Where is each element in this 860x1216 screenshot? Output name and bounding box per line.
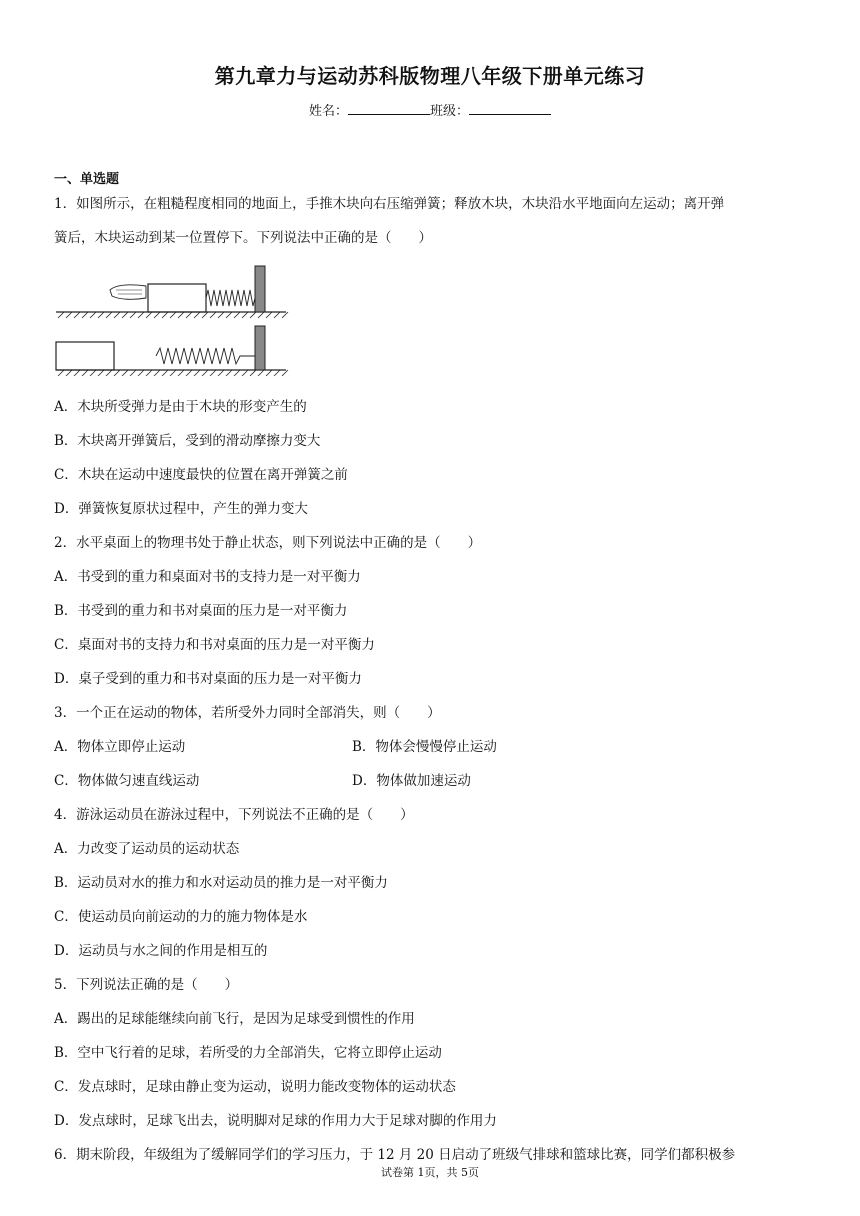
q5-option-b: B．空中飞行着的足球，若所受的力全部消失，它将立即停止运动: [54, 1045, 442, 1061]
q2-stem: 2．水平桌面上的物理书处于静止状态，则下列说法中正确的是（ ）: [54, 535, 482, 551]
q6-stem-line1: 6．期末阶段，年级组为了缓解同学们的学习压力，于 12 月 20 日启动了班级气排球和篮球比赛，同学们都积极参: [54, 1147, 736, 1163]
q1-stem-line2: 簧后，木块运动到某一位置停下。下列说法中正确的是（ ）: [54, 230, 432, 246]
class-blank: [469, 103, 551, 115]
q5-option-c: C．发点球时，足球由静止变为运动，说明力能改变物体的运动状态: [54, 1079, 456, 1095]
q3-option-a: A．物体立即停止运动: [54, 739, 186, 755]
q1-option-a: A．木块所受弹力是由于木块的形变产生的: [54, 399, 307, 415]
q4-option-c: C．使运动员向前运动的力的施力物体是水: [54, 909, 308, 925]
q1-option-b: B．木块离开弹簧后，受到的滑动摩擦力变大: [54, 433, 321, 449]
page-footer: 试卷第 1页，共 5页: [381, 1166, 479, 1179]
q4-stem: 4．游泳运动员在游泳过程中，下列说法不正确的是（ ）: [54, 807, 414, 823]
q5-stem: 5．下列说法正确的是（ ）: [54, 977, 239, 993]
q5-option-a: A．踢出的足球能继续向前飞行，是因为足球受到惯性的作用: [54, 1011, 415, 1027]
q3-stem: 3．一个正在运动的物体，若所受外力同时全部消失，则（ ）: [54, 705, 441, 721]
q4-option-b: B．运动员对水的推力和水对运动员的推力是一对平衡力: [54, 875, 388, 891]
q1-stem-line1: 1．如图所示，在粗糙程度相同的地面上，手推木块向右压缩弹簧；释放木块，木块沿水平地面向左运动；离开弹: [54, 196, 725, 212]
student-info-line: [0, 100, 860, 119]
section-heading: 一、单选题: [54, 172, 120, 187]
class-label: 班级：: [430, 104, 470, 119]
q4-option-d: D．运动员与水之间的作用是相互的: [54, 943, 268, 959]
q2-option-a: A．书受到的重力和桌面对书的支持力是一对平衡力: [54, 569, 361, 585]
q3-option-c: C．物体做匀速直线运动: [54, 773, 200, 789]
q1-option-d: D．弹簧恢复原状过程中，产生的弹力变大: [54, 501, 308, 517]
q3-option-b: B．物体会慢慢停止运动: [352, 739, 497, 755]
spring-block-figure: [50, 262, 290, 380]
q4-option-a: A．力改变了运动员的运动状态: [54, 841, 240, 857]
page-title: 第九章力与运动苏科版物理八年级下册单元练习: [214, 64, 646, 88]
q2-option-b: B．书受到的重力和书对桌面的压力是一对平衡力: [54, 603, 348, 619]
q2-option-d: D．桌子受到的重力和书对桌面的压力是一对平衡力: [54, 671, 362, 687]
q5-option-d: D．发点球时，足球飞出去，说明脚对足球的作用力大于足球对脚的作用力: [54, 1113, 497, 1129]
name-blank: [348, 103, 430, 115]
q2-option-c: C．桌面对书的支持力和书对桌面的压力是一对平衡力: [54, 637, 375, 653]
name-label: 姓名：: [308, 104, 348, 119]
q3-option-d: D．物体做加速运动: [352, 773, 471, 789]
q1-option-c: C．木块在运动中速度最快的位置在离开弹簧之前: [54, 467, 348, 483]
